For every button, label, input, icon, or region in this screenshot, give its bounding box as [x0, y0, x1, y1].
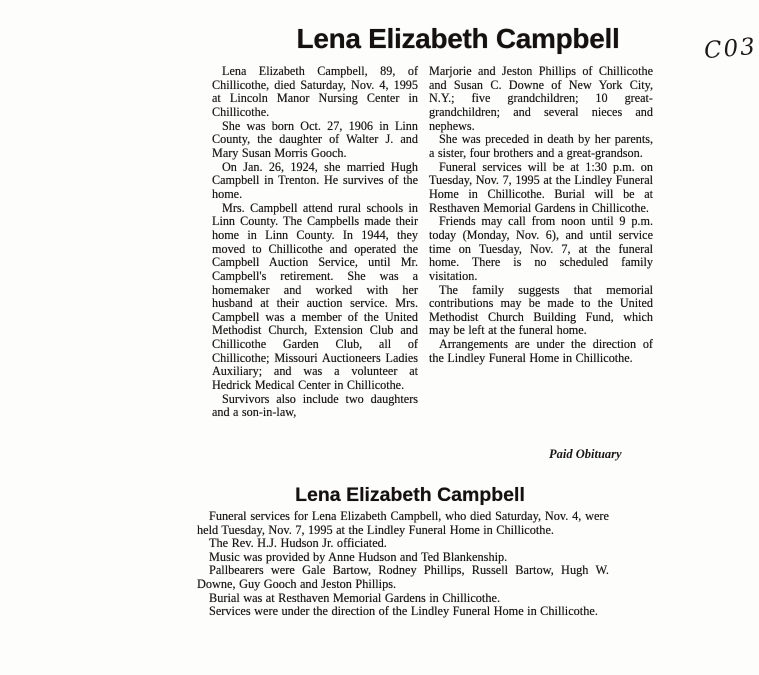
obituary-paragraph: The family suggests that memorial contributions may be made to the United Methodist Church Building Fund, which may be left at the funeral home.: [429, 282, 653, 338]
funeral-notice-paragraph: The Rev. H.J. Hudson Jr. officiated.: [209, 536, 387, 551]
obituary-column-right: [429, 65, 653, 471]
handwritten-code: C03: [702, 33, 758, 65]
funeral-notice-paragraph: Pallbearers were Gale Bartow, Rodney Phillips, Russell Bartow, Hugh W. Downe, Guy Gooch and Jeston Phillips.: [197, 563, 609, 591]
obituary-paragraph: On Jan. 26, 1924, she married Hugh Campbell in Trenton. He survives of the home.: [212, 159, 418, 201]
paid-obituary-tagline: Paid Obituary: [549, 447, 622, 461]
obituary-paragraph: Mrs. Campbell attend rural schools in Linn County. The Campbells made their home in Linn County. In 1944, they moved to Chillicothe and operated the Campbell Auction Service, until Mr. Campbell's retirement. She was a homemaker and worked with her husband at their auction service. Mrs. Campbell was a member of the United Methodist Church, Extension Club and Chillicothe Garden Club, all of Chillicothe; Missouri Auctioneers Ladies Auxiliary; and was a volunteer at Hedrick Medical Center in Chillicothe.: [212, 200, 418, 393]
obituary-paragraph: She was born Oct. 27, 1906 in Linn County, the daughter of Walter J. and Mary Susan Morris Gooch.: [212, 118, 418, 160]
obituary-paragraph: Funeral services will be at 1:30 p.m. on Tuesday, Nov. 7, 1995 at the Lindley Funeral Home in Chillicothe. Burial will be at Resthaven Memorial Gardens in Chillicothe.: [429, 159, 653, 215]
funeral-notice-paragraph: Burial was at Resthaven Memorial Gardens in Chillicothe.: [209, 590, 501, 605]
obituary-paragraph: Survivors also include two daughters and a son-in-law,: [212, 391, 418, 420]
obituary-column-left: [212, 65, 418, 471]
funeral-notice-body: [197, 510, 609, 619]
obituary-columns: [212, 65, 653, 471]
obituary-paragraph: Friends may call from noon until 9 p.m. today (Monday, Nov. 6), and until service time on Tuesday, Nov. 7, at the funeral home. There is no scheduled family visitation.: [429, 214, 653, 283]
obituary-paragraph: Lena Elizabeth Campbell, 89, of Chillicothe, died Saturday, Nov. 4, 1995 at Lincoln Manor Nursing Center in Chillicothe.: [212, 65, 418, 119]
obituary-column-right-paragraphs: [429, 65, 653, 365]
obituary-paragraph: She was preceded in death by her parents, a sister, four brothers and a great-grandson.: [429, 132, 653, 160]
funeral-notice-paragraph: Music was provided by Anne Hudson and Ted Blankenship.: [209, 549, 508, 564]
obituary-paragraph: Marjorie and Jeston Phillips of Chillicothe and Susan C. Downe of New York City, N.Y.; five grandchildren; 10 great-grandchildren; and several nieces and nephews.: [429, 65, 653, 133]
funeral-notice: [197, 484, 609, 619]
funeral-notice-title: Lena Elizabeth Campbell: [295, 484, 525, 506]
funeral-notice-paragraph: Services were under the direction of the Lindley Funeral Home in Chillicothe.: [209, 604, 598, 619]
funeral-notice-paragraph: Funeral services for Lena Elizabeth Campbell, who died Saturday, Nov. 4, were held Tuesday, Nov. 7, 1995 at the Lindley Funeral Home in Chillicothe.: [197, 509, 609, 537]
obituary-title: Lena Elizabeth Campbell: [296, 23, 620, 54]
obituary-paragraph: Arrangements are under the direction of the Lindley Funeral Home in Chillicothe.: [429, 337, 653, 365]
